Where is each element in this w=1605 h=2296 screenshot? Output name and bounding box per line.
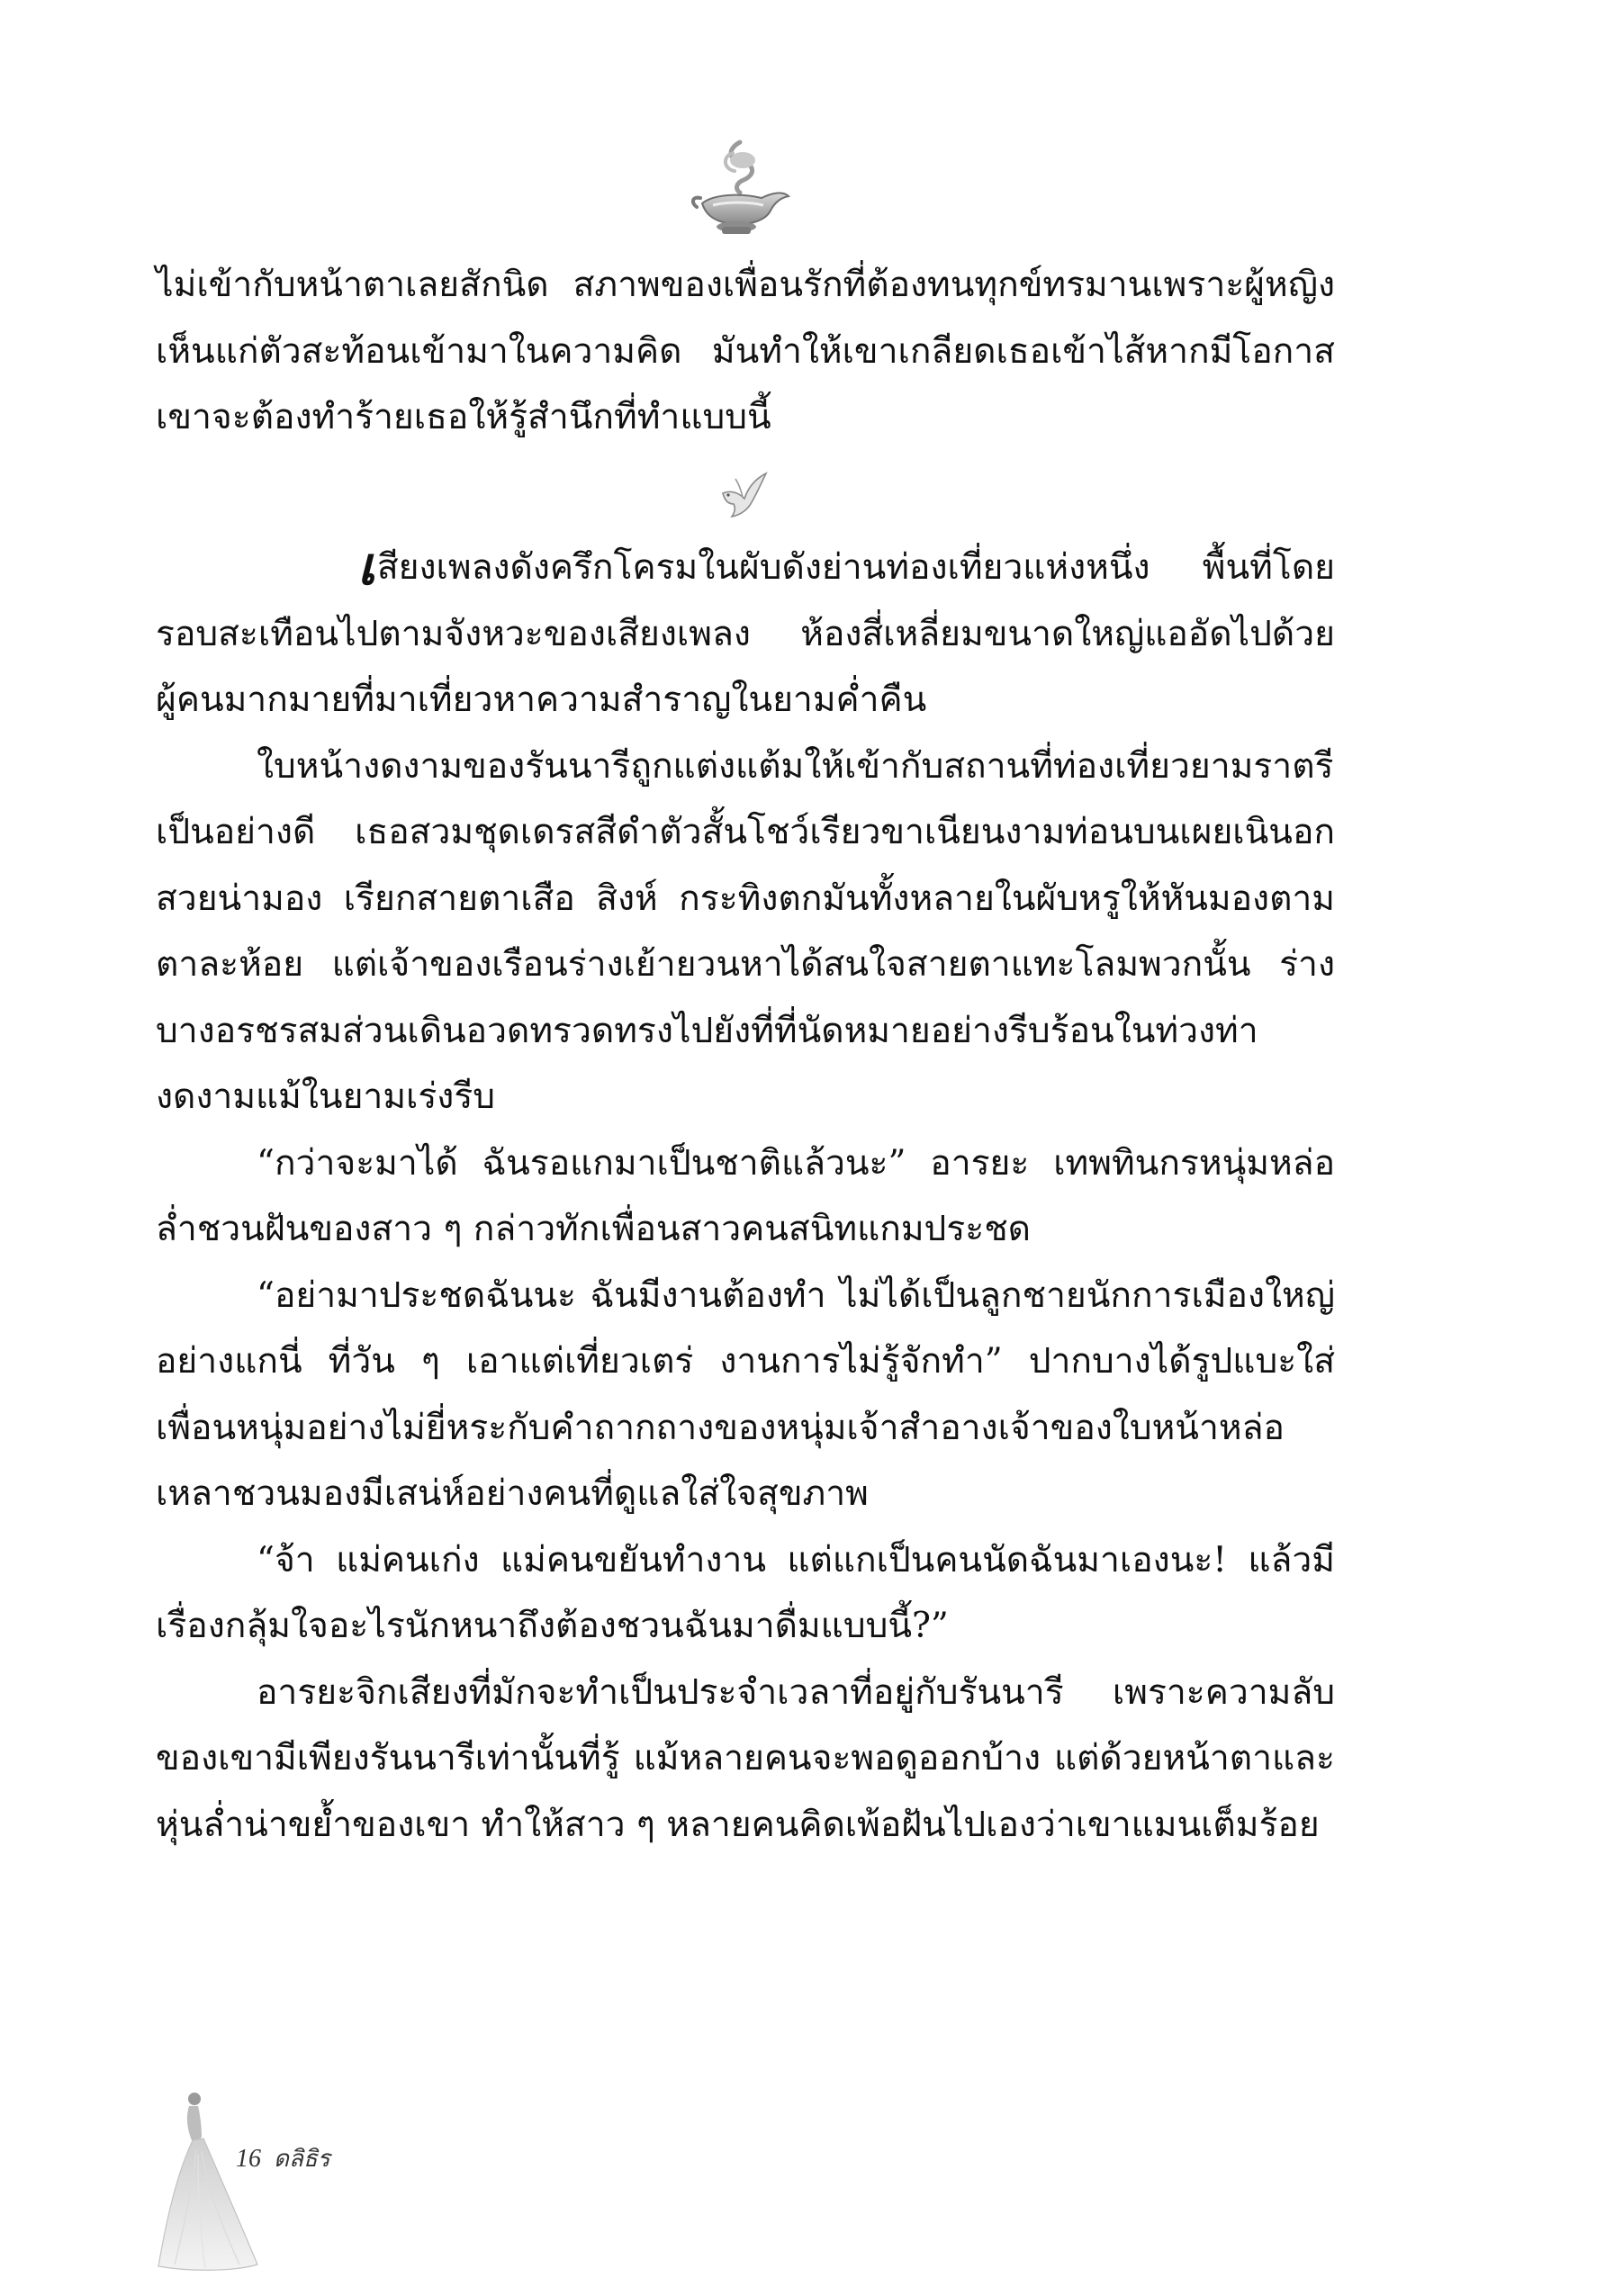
- scene-text: [156, 535, 1335, 1858]
- paragraph: อารยะจิกเสียงที่มักจะทำเป็นประจำเวลาที่อยู่กับรันนารี เพราะความลับของเขามีเพียงรันนารีเท่านั้นที่รู้ แม้หลายคนจะพอดูออกบ้าง แต่ด้วยหน้าตาและหุ่นล่ำน่าขย้ำของเขา ทำให้สาว ๆ หลายคนคิดเพ้อฝันไปเองว่าเขาแมนเต็มร้อย: [156, 1671, 1335, 1845]
- paragraph: [156, 535, 1335, 734]
- drop-cap: เ: [357, 536, 375, 597]
- page-number: 16: [236, 2145, 261, 2173]
- paragraph-text: ไม่เข้ากับหน้าตาเลยสักนิด สภาพของเพื่อนรักที่ต้องทนทุกข์ทรมานเพราะผู้หญิงเห็นแก่ตัวสะท้อนเข้ามาในความคิด มันทำให้เขาเกลียดเธอเข้าไส้หากมีโอกาสเขาจะต้องทำร้ายเธอให้รู้สำนึกที่ทำแบบนี้: [156, 265, 1335, 437]
- paragraph: “จ้า แม่คนเก่ง แม่คนขยันทำงาน แต่แกเป็นคนนัดฉันมาเองนะ! แล้วมีเรื่องกลุ้มใจอะไรนักหนาถึงต้องชวนฉันมาดื่มแบบนี้?”: [156, 1539, 1335, 1646]
- bride-silhouette-icon: [153, 2086, 261, 2275]
- page-footer: [236, 2140, 330, 2177]
- paragraph: “กว่าจะมาได้ ฉันรอแกมาเป็นชาติแล้วนะ” อารยะ เทพทินกรหนุ่มหล่อล่ำชวนฝันของสาว ๆ กล่าวทักเพื่อนสาวคนสนิทแกมประชด: [156, 1142, 1335, 1249]
- oil-lamp-icon: [686, 133, 794, 241]
- paragraph: ใบหน้างดงามของรันนารีถูกแต่งแต้มให้เข้ากับสถานที่ท่องเที่ยวยามราตรีเป็นอย่างดี เธอสวมชุดเดรสสีดำตัวสั้นโชว์เรียวขาเนียนงามท่อนบนเผยเนินอกสวยน่ามอง เรียกสายตาเสือ สิงห์ กระทิงตกมันทั้งหลายในผับหรูให้หันมองตามตาละห้อย แต่เจ้าของเรือนร่างเย้ายวนหาได้สนใจสายตาแทะโลมพวกนั้น ร่างบางอรชรสมส่วนเดินอวดทรวดทรงไปยังที่ที่นัดหมายอย่างรีบร้อนในท่วงท่างดงามแม้ในยามเร่งรีบ: [156, 745, 1335, 1117]
- paragraph-text: สียงเพลงดังครึกโครมในผับดังย่านท่องเที่ยวแห่งหนึ่ง พื้นที่โดยรอบสะเทือนไปตามจังหวะของเสียงเพลง ห้องสี่เหลี่ยมขนาดใหญ่แออัดไปด้วยผู้คนมากมายที่มาเที่ยวหาความสำราญในยามค่ำคืน: [156, 547, 1335, 720]
- opening-paragraph: [156, 252, 1335, 451]
- paragraph: “อย่ามาประชดฉันนะ ฉันมีงานต้องทำ ไม่ได้เป็นลูกชายนักการเมืองใหญ่อย่างแกนี่ ที่วัน ๆ เอาแต่เที่ยวเตร่ งานการไม่รู้จักทำ” ปากบางได้รูปแบะใส่เพื่อนหนุ่มอย่างไม่ยี่หระกับคำถากถางของหนุ่มเจ้าสำอางเจ้าของใบหน้าหล่อเหลาชวนมองมีเสน่ห์อย่างคนที่ดูแลใส่ใจสุขภาพ: [156, 1274, 1335, 1514]
- author-name: ดลิธิร: [274, 2146, 330, 2172]
- dove-icon: [716, 466, 771, 522]
